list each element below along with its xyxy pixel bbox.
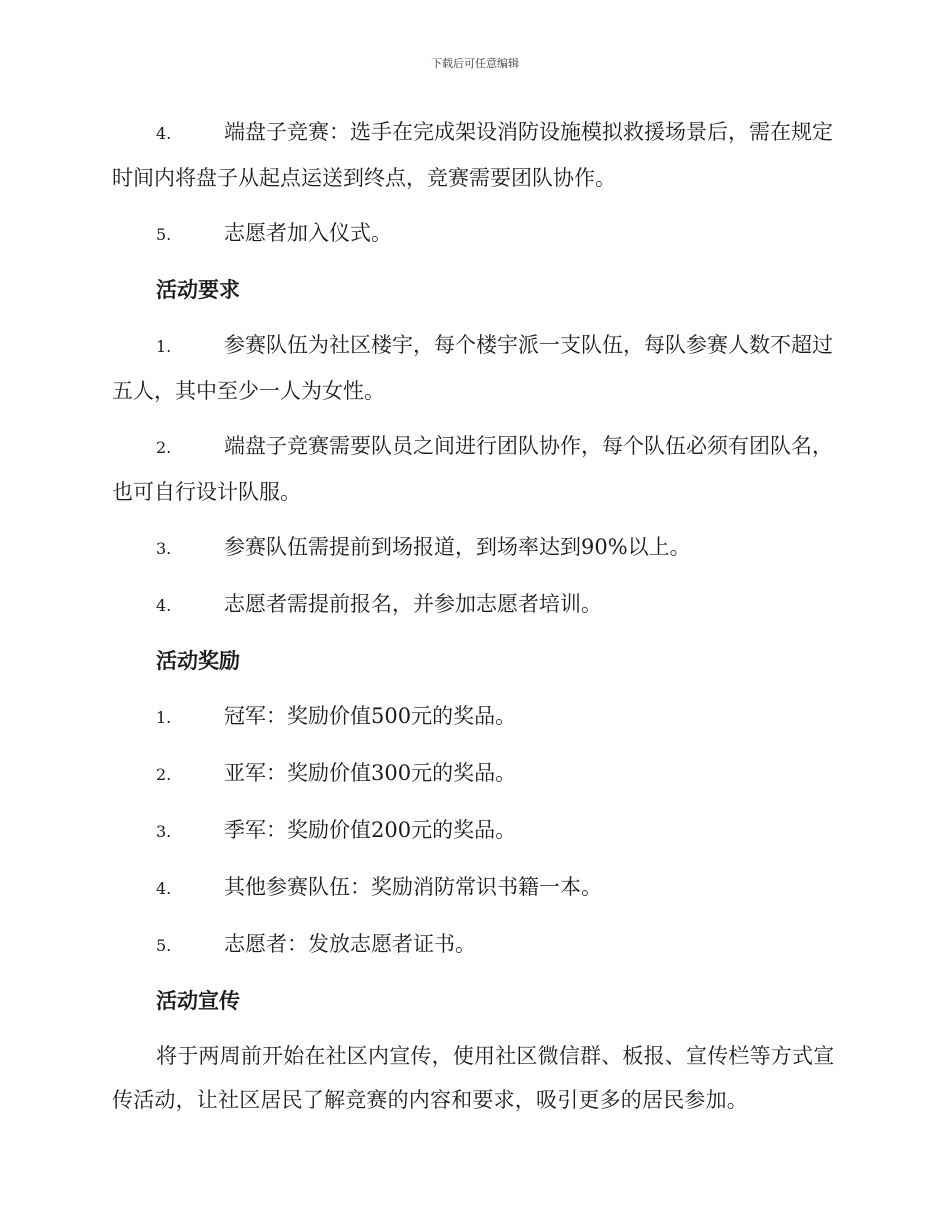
item-text: 季军：奖励价值200元的奖品。 [224, 818, 517, 842]
item-number: 3. [156, 539, 172, 558]
item-number: 5. [156, 225, 172, 244]
item-number: 5. [156, 936, 172, 955]
section-heading-promotion: 活动宣传 [156, 988, 240, 1013]
item-text: 志愿者：发放志愿者证书。 [224, 932, 476, 956]
item-text: 志愿者加入仪式。 [224, 221, 392, 245]
item-text: 亚军：奖励价值300元的奖品。 [224, 761, 517, 785]
item-number: 4. [156, 596, 172, 615]
list-item [112, 751, 836, 797]
item-text: 端盘子竞赛：选手在完成架设消防设施模拟救援场景后，需在规定时间内将盘子从起点运送到终点，竞赛需要团队协作。 [112, 120, 833, 190]
document-body [112, 110, 836, 1133]
item-number: 4. [156, 124, 172, 143]
item-number: 3. [156, 822, 172, 841]
section-heading-rewards: 活动奖励 [156, 648, 240, 673]
list-item [112, 211, 836, 257]
list-item [112, 865, 836, 911]
item-number: 2. [156, 765, 172, 784]
section-heading-requirements: 活动要求 [156, 277, 240, 302]
promotion-paragraph: 将于两周前开始在社区内宣传，使用社区微信群、板报、宣传栏等方式宣传活动，让社区居民了解竞赛的内容和要求，吸引更多的居民参加。 [112, 1044, 835, 1112]
item-number: 1. [156, 337, 172, 356]
item-text: 参赛队伍为社区楼宇，每个楼宇派一支队伍，每队参赛人数不超过五人，其中至少一人为女性。 [112, 333, 833, 403]
list-item [112, 110, 836, 200]
list-item [112, 808, 836, 854]
item-number: 4. [156, 879, 172, 898]
list-item [112, 922, 836, 968]
item-text: 端盘子竞赛需要队员之间进行团队协作，每个队伍必须有团队名，也可自行设计队服。 [112, 434, 833, 504]
list-item [112, 323, 836, 413]
list-item [112, 525, 836, 571]
item-text: 冠军：奖励价值500元的奖品。 [224, 704, 517, 728]
item-text: 其他参赛队伍：奖励消防常识书籍一本。 [224, 875, 602, 899]
item-text: 参赛队伍需提前到场报道，到场率达到90%以上。 [224, 535, 691, 559]
item-number: 1. [156, 708, 172, 727]
page-header: 下载后可任意编辑 [431, 57, 519, 70]
item-number: 2. [156, 438, 172, 457]
list-item [112, 582, 836, 628]
list-item [112, 694, 836, 740]
item-text: 志愿者需提前报名，并参加志愿者培训。 [224, 592, 602, 616]
list-item [112, 424, 836, 514]
